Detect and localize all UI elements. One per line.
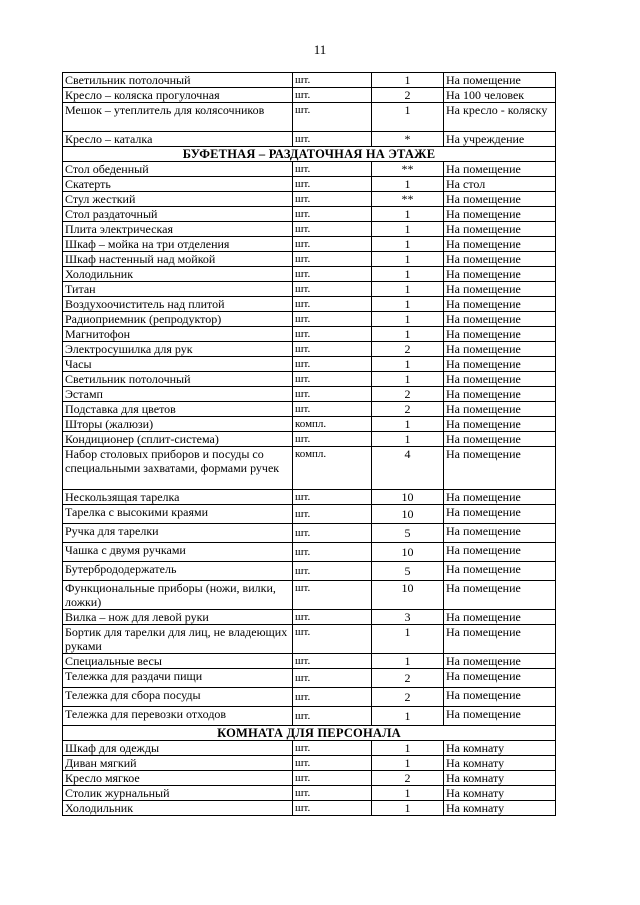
table-row bbox=[63, 688, 556, 707]
norm-cell: На помещение bbox=[444, 581, 556, 610]
quantity-cell: 1 bbox=[372, 417, 444, 432]
quantity-cell: ** bbox=[372, 162, 444, 177]
norm-cell: На кресло - коляску bbox=[444, 103, 556, 132]
unit-cell: шт. bbox=[293, 490, 372, 505]
unit-cell: шт. bbox=[293, 103, 372, 132]
norm-cell: На помещение bbox=[444, 505, 556, 524]
item-name-cell: Кресло – коляска прогулочная bbox=[63, 88, 293, 103]
table-row bbox=[63, 490, 556, 505]
item-name-cell: Шкаф настенный над мойкой bbox=[63, 252, 293, 267]
unit-cell: шт. bbox=[293, 162, 372, 177]
item-name-cell: Стол раздаточный bbox=[63, 207, 293, 222]
item-name-cell: Холодильник bbox=[63, 267, 293, 282]
table-row bbox=[63, 741, 556, 756]
quantity-cell: 2 bbox=[372, 342, 444, 357]
table-row bbox=[63, 342, 556, 357]
table-row bbox=[63, 132, 556, 147]
table-row bbox=[63, 372, 556, 387]
quantity-cell: 1 bbox=[372, 707, 444, 726]
norm-cell: На помещение bbox=[444, 707, 556, 726]
table-row bbox=[63, 801, 556, 816]
norm-cell: На помещение bbox=[444, 342, 556, 357]
section-title: КОМНАТА ДЛЯ ПЕРСОНАЛА bbox=[63, 726, 556, 741]
unit-cell: шт. bbox=[293, 688, 372, 707]
norm-cell: На комнату bbox=[444, 771, 556, 786]
quantity-cell: 1 bbox=[372, 372, 444, 387]
norm-cell: На помещение bbox=[444, 417, 556, 432]
item-name-cell: Специальные весы bbox=[63, 654, 293, 669]
quantity-cell: 2 bbox=[372, 669, 444, 688]
unit-cell: шт. bbox=[293, 342, 372, 357]
unit-cell: компл. bbox=[293, 447, 372, 490]
norm-cell: На помещение bbox=[444, 73, 556, 88]
page-number: 11 bbox=[313, 42, 327, 57]
unit-cell: шт. bbox=[293, 707, 372, 726]
item-name-cell: Шкаф для одежды bbox=[63, 741, 293, 756]
norm-cell: На помещение bbox=[444, 252, 556, 267]
table-row bbox=[63, 103, 556, 132]
quantity-cell: 10 bbox=[372, 581, 444, 610]
item-name-cell: Титан bbox=[63, 282, 293, 297]
quantity-cell: 1 bbox=[372, 237, 444, 252]
item-name-cell: Шкаф – мойка на три отделения bbox=[63, 237, 293, 252]
item-name-cell: Подставка для цветов bbox=[63, 402, 293, 417]
item-name-cell: Скатерть bbox=[63, 177, 293, 192]
quantity-cell: 1 bbox=[372, 756, 444, 771]
quantity-cell: 1 bbox=[372, 625, 444, 654]
quantity-cell: 2 bbox=[372, 688, 444, 707]
table-row bbox=[63, 357, 556, 372]
unit-cell: шт. bbox=[293, 297, 372, 312]
unit-cell: шт. bbox=[293, 771, 372, 786]
quantity-cell: 1 bbox=[372, 222, 444, 237]
unit-cell: шт. bbox=[293, 432, 372, 447]
unit-cell: шт. bbox=[293, 505, 372, 524]
quantity-cell: 1 bbox=[372, 297, 444, 312]
quantity-cell: 10 bbox=[372, 490, 444, 505]
norm-cell: На помещение bbox=[444, 387, 556, 402]
item-name-cell: Ручка для тарелки bbox=[63, 524, 293, 543]
unit-cell: шт. bbox=[293, 524, 372, 543]
table-row bbox=[63, 543, 556, 562]
quantity-cell: 5 bbox=[372, 562, 444, 581]
table-row bbox=[63, 162, 556, 177]
quantity-cell: 3 bbox=[372, 610, 444, 625]
unit-cell: шт. bbox=[293, 402, 372, 417]
item-name-cell: Электросушилка для рук bbox=[63, 342, 293, 357]
unit-cell: шт. bbox=[293, 132, 372, 147]
norm-cell: На помещение bbox=[444, 543, 556, 562]
item-name-cell: Вилка – нож для левой руки bbox=[63, 610, 293, 625]
unit-cell: шт. bbox=[293, 282, 372, 297]
table-row bbox=[63, 524, 556, 543]
quantity-cell: 1 bbox=[372, 103, 444, 132]
table-row bbox=[63, 786, 556, 801]
item-name-cell: Мешок – утеплитель для колясочников bbox=[63, 103, 293, 132]
norm-cell: На помещение bbox=[444, 297, 556, 312]
item-name-cell: Магнитофон bbox=[63, 327, 293, 342]
equipment-table bbox=[62, 72, 556, 816]
unit-cell: компл. bbox=[293, 417, 372, 432]
norm-cell: На помещение bbox=[444, 432, 556, 447]
unit-cell: шт. bbox=[293, 543, 372, 562]
unit-cell: шт. bbox=[293, 222, 372, 237]
norm-cell: На помещение bbox=[444, 192, 556, 207]
item-name-cell: Радиоприемник (репродуктор) bbox=[63, 312, 293, 327]
quantity-cell: 1 bbox=[372, 741, 444, 756]
item-name-cell: Бутербрододержатель bbox=[63, 562, 293, 581]
quantity-cell: 1 bbox=[372, 177, 444, 192]
item-name-cell: Холодильник bbox=[63, 801, 293, 816]
table-row bbox=[63, 669, 556, 688]
table-row bbox=[63, 707, 556, 726]
section-header-row bbox=[63, 147, 556, 162]
item-name-cell: Светильник потолочный bbox=[63, 73, 293, 88]
quantity-cell: 1 bbox=[372, 432, 444, 447]
norm-cell: На помещение bbox=[444, 562, 556, 581]
norm-cell: На помещение bbox=[444, 237, 556, 252]
quantity-cell: 1 bbox=[372, 252, 444, 267]
table-row bbox=[63, 756, 556, 771]
item-name-cell: Функциональные приборы (ножи, вилки, ложки) bbox=[63, 581, 293, 610]
item-name-cell: Стул жесткий bbox=[63, 192, 293, 207]
table-row bbox=[63, 252, 556, 267]
table-row bbox=[63, 73, 556, 88]
quantity-cell: 1 bbox=[372, 654, 444, 669]
item-name-cell: Стол обеденный bbox=[63, 162, 293, 177]
table-row bbox=[63, 432, 556, 447]
item-name-cell: Тележка для раздачи пищи bbox=[63, 669, 293, 688]
norm-cell: На стол bbox=[444, 177, 556, 192]
quantity-cell: 1 bbox=[372, 786, 444, 801]
unit-cell: шт. bbox=[293, 562, 372, 581]
norm-cell: На помещение bbox=[444, 267, 556, 282]
norm-cell: На помещение bbox=[444, 162, 556, 177]
item-name-cell: Нескользящая тарелка bbox=[63, 490, 293, 505]
table-row bbox=[63, 562, 556, 581]
norm-cell: На учреждение bbox=[444, 132, 556, 147]
unit-cell: шт. bbox=[293, 801, 372, 816]
unit-cell: шт. bbox=[293, 312, 372, 327]
norm-cell: На помещение bbox=[444, 447, 556, 490]
table-row bbox=[63, 505, 556, 524]
unit-cell: шт. bbox=[293, 654, 372, 669]
quantity-cell: 2 bbox=[372, 771, 444, 786]
norm-cell: На 100 человек bbox=[444, 88, 556, 103]
norm-cell: На комнату bbox=[444, 741, 556, 756]
quantity-cell: 1 bbox=[372, 207, 444, 222]
table-row bbox=[63, 771, 556, 786]
item-name-cell: Воздухоочиститель над плитой bbox=[63, 297, 293, 312]
table-row bbox=[63, 177, 556, 192]
item-name-cell: Светильник потолочный bbox=[63, 372, 293, 387]
norm-cell: На помещение bbox=[444, 669, 556, 688]
item-name-cell: Набор столовых приборов и посуды со специальными захватами, формами ручек bbox=[63, 447, 293, 490]
item-name-cell: Кресло мягкое bbox=[63, 771, 293, 786]
unit-cell: шт. bbox=[293, 327, 372, 342]
unit-cell: шт. bbox=[293, 73, 372, 88]
norm-cell: На комнату bbox=[444, 756, 556, 771]
table-row bbox=[63, 192, 556, 207]
unit-cell: шт. bbox=[293, 267, 372, 282]
table-row bbox=[63, 88, 556, 103]
table-row bbox=[63, 581, 556, 610]
unit-cell: шт. bbox=[293, 581, 372, 610]
item-name-cell: Столик журнальный bbox=[63, 786, 293, 801]
table-row bbox=[63, 447, 556, 490]
item-name-cell: Тарелка с высокими краями bbox=[63, 505, 293, 524]
table-row bbox=[63, 222, 556, 237]
quantity-cell: 1 bbox=[372, 282, 444, 297]
norm-cell: На помещение bbox=[444, 327, 556, 342]
quantity-cell: 4 bbox=[372, 447, 444, 490]
unit-cell: шт. bbox=[293, 387, 372, 402]
norm-cell: На помещение bbox=[444, 654, 556, 669]
unit-cell: шт. bbox=[293, 207, 372, 222]
item-name-cell: Эстамп bbox=[63, 387, 293, 402]
quantity-cell: 1 bbox=[372, 267, 444, 282]
section-header-row bbox=[63, 726, 556, 741]
unit-cell: шт. bbox=[293, 88, 372, 103]
quantity-cell: 10 bbox=[372, 505, 444, 524]
unit-cell: шт. bbox=[293, 669, 372, 688]
unit-cell: шт. bbox=[293, 741, 372, 756]
unit-cell: шт. bbox=[293, 756, 372, 771]
quantity-cell: ** bbox=[372, 192, 444, 207]
norm-cell: На помещение bbox=[444, 207, 556, 222]
table-row bbox=[63, 207, 556, 222]
unit-cell: шт. bbox=[293, 610, 372, 625]
unit-cell: шт. bbox=[293, 625, 372, 654]
norm-cell: На помещение bbox=[444, 312, 556, 327]
norm-cell: На помещение bbox=[444, 610, 556, 625]
quantity-cell: 1 bbox=[372, 357, 444, 372]
norm-cell: На комнату bbox=[444, 786, 556, 801]
table-row bbox=[63, 625, 556, 654]
table-row bbox=[63, 417, 556, 432]
quantity-cell: * bbox=[372, 132, 444, 147]
unit-cell: шт. bbox=[293, 372, 372, 387]
norm-cell: На помещение bbox=[444, 402, 556, 417]
quantity-cell: 1 bbox=[372, 327, 444, 342]
item-name-cell: Плита электрическая bbox=[63, 222, 293, 237]
norm-cell: На помещение bbox=[444, 357, 556, 372]
norm-cell: На помещение bbox=[444, 688, 556, 707]
section-title: БУФЕТНАЯ – РАЗДАТОЧНАЯ НА ЭТАЖЕ bbox=[63, 147, 556, 162]
table-row bbox=[63, 654, 556, 669]
quantity-cell: 2 bbox=[372, 88, 444, 103]
quantity-cell: 2 bbox=[372, 387, 444, 402]
table-row bbox=[63, 267, 556, 282]
item-name-cell: Тележка для сбора посуды bbox=[63, 688, 293, 707]
item-name-cell: Шторы (жалюзи) bbox=[63, 417, 293, 432]
quantity-cell: 1 bbox=[372, 312, 444, 327]
equipment-table-body bbox=[63, 73, 556, 816]
unit-cell: шт. bbox=[293, 252, 372, 267]
unit-cell: шт. bbox=[293, 177, 372, 192]
norm-cell: На помещение bbox=[444, 282, 556, 297]
quantity-cell: 10 bbox=[372, 543, 444, 562]
item-name-cell: Бортик для тарелки для лиц, не владеющих руками bbox=[63, 625, 293, 654]
table-row bbox=[63, 297, 556, 312]
item-name-cell: Чашка с двумя ручками bbox=[63, 543, 293, 562]
norm-cell: На помещение bbox=[444, 524, 556, 543]
quantity-cell: 5 bbox=[372, 524, 444, 543]
unit-cell: шт. bbox=[293, 192, 372, 207]
item-name-cell: Диван мягкий bbox=[63, 756, 293, 771]
quantity-cell: 1 bbox=[372, 801, 444, 816]
norm-cell: На помещение bbox=[444, 222, 556, 237]
item-name-cell: Тележка для перевозки отходов bbox=[63, 707, 293, 726]
norm-cell: На помещение bbox=[444, 372, 556, 387]
norm-cell: На комнату bbox=[444, 801, 556, 816]
quantity-cell: 1 bbox=[372, 73, 444, 88]
item-name-cell: Кондиционер (сплит-система) bbox=[63, 432, 293, 447]
norm-cell: На помещение bbox=[444, 490, 556, 505]
table-row bbox=[63, 282, 556, 297]
quantity-cell: 2 bbox=[372, 402, 444, 417]
item-name-cell: Кресло – каталка bbox=[63, 132, 293, 147]
norm-cell: На помещение bbox=[444, 625, 556, 654]
item-name-cell: Часы bbox=[63, 357, 293, 372]
unit-cell: шт. bbox=[293, 786, 372, 801]
unit-cell: шт. bbox=[293, 237, 372, 252]
table-row bbox=[63, 610, 556, 625]
table-row bbox=[63, 327, 556, 342]
table-row bbox=[63, 387, 556, 402]
unit-cell: шт. bbox=[293, 357, 372, 372]
table-row bbox=[63, 237, 556, 252]
table-row bbox=[63, 402, 556, 417]
table-row bbox=[63, 312, 556, 327]
